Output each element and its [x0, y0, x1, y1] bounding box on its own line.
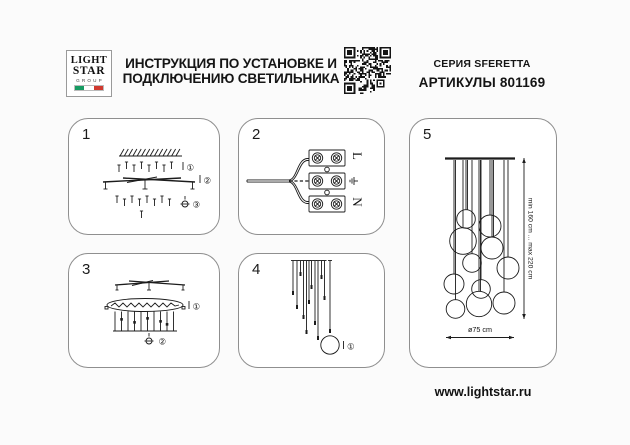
- step-3-number: 3: [82, 261, 91, 278]
- callout-2: [145, 333, 167, 347]
- step-5-panel: [409, 118, 557, 368]
- logo-group: GROUP: [76, 78, 104, 83]
- step-4-panel: [238, 253, 385, 368]
- label-neutral: N: [350, 197, 365, 207]
- supply-cable: [247, 159, 309, 204]
- anchor-pins-bottom: [115, 196, 171, 218]
- step-3-drawing: [69, 254, 221, 369]
- canopy: [105, 299, 185, 312]
- logo-light: LIGHT: [70, 55, 108, 66]
- screw-icon: [181, 196, 190, 207]
- series-label: СЕРИЯ SFERETTA: [433, 58, 531, 70]
- svg-text:①: ①: [347, 341, 355, 352]
- step-2-panel: [238, 118, 385, 235]
- qr-alignment: [376, 79, 384, 87]
- screw-icon: [145, 333, 154, 344]
- step-3-panel: [68, 253, 220, 368]
- callout-2: [200, 175, 212, 186]
- title-line-1: ИНСТРУКЦИЯ ПО УСТАНОВКЕ И: [125, 56, 337, 71]
- page-title: [118, 56, 344, 87]
- callout-3: [181, 196, 201, 210]
- terminal-block: [309, 150, 345, 212]
- canopy-wires: [113, 312, 177, 332]
- mounting-bracket-small: [115, 281, 185, 291]
- anchor-pins-top: [117, 162, 173, 172]
- callout-1: [344, 341, 356, 352]
- step-2-number: 2: [252, 126, 261, 143]
- earth-ground-icon: [350, 177, 358, 185]
- ceiling-hatch: [119, 149, 182, 156]
- qr-finder-top-right: [380, 47, 391, 58]
- svg-text:①: ①: [192, 301, 201, 312]
- step-2-drawing: [239, 119, 386, 236]
- glass-sphere: [321, 336, 339, 354]
- step-5-drawing: [410, 119, 558, 369]
- qr-code-icon: [344, 47, 391, 94]
- step-5-number: 5: [423, 126, 432, 143]
- title-line-2: ПОДКЛЮЧЕНИЮ СВЕТИЛЬНИКА: [122, 71, 340, 87]
- logo-star: STAR: [72, 65, 106, 77]
- diameter-dimension: [446, 325, 514, 339]
- mounting-bracket: [103, 177, 195, 189]
- qr-finder-top-left: [344, 47, 355, 58]
- callout-1: [183, 162, 195, 173]
- lightstar-logo: [66, 50, 112, 97]
- step-1-panel: [68, 118, 220, 235]
- step-4-drawing: [239, 254, 386, 369]
- height-dimension: [522, 158, 533, 319]
- svg-text:①: ①: [186, 162, 195, 173]
- diameter-dimension-label: ø75 cm: [468, 325, 492, 334]
- italy-flag-icon: [74, 85, 104, 91]
- label-line: L: [350, 152, 365, 160]
- svg-text:②: ②: [158, 336, 167, 347]
- callout-1: [189, 301, 201, 312]
- step-4-number: 4: [252, 261, 261, 278]
- qr-finder-bottom-left: [344, 83, 355, 94]
- svg-text:②: ②: [203, 175, 212, 186]
- suspension-wires: [291, 261, 332, 341]
- website-url: www.lightstar.ru: [434, 385, 532, 399]
- svg-text:③: ③: [192, 199, 201, 210]
- step-1-number: 1: [82, 126, 91, 143]
- article-number: АРТИКУЛЫ 801169: [418, 75, 546, 90]
- product-info: [402, 58, 562, 90]
- height-dimension-label: min 160 cm ... max 220 cm: [526, 197, 534, 280]
- step-1-drawing: [69, 119, 221, 236]
